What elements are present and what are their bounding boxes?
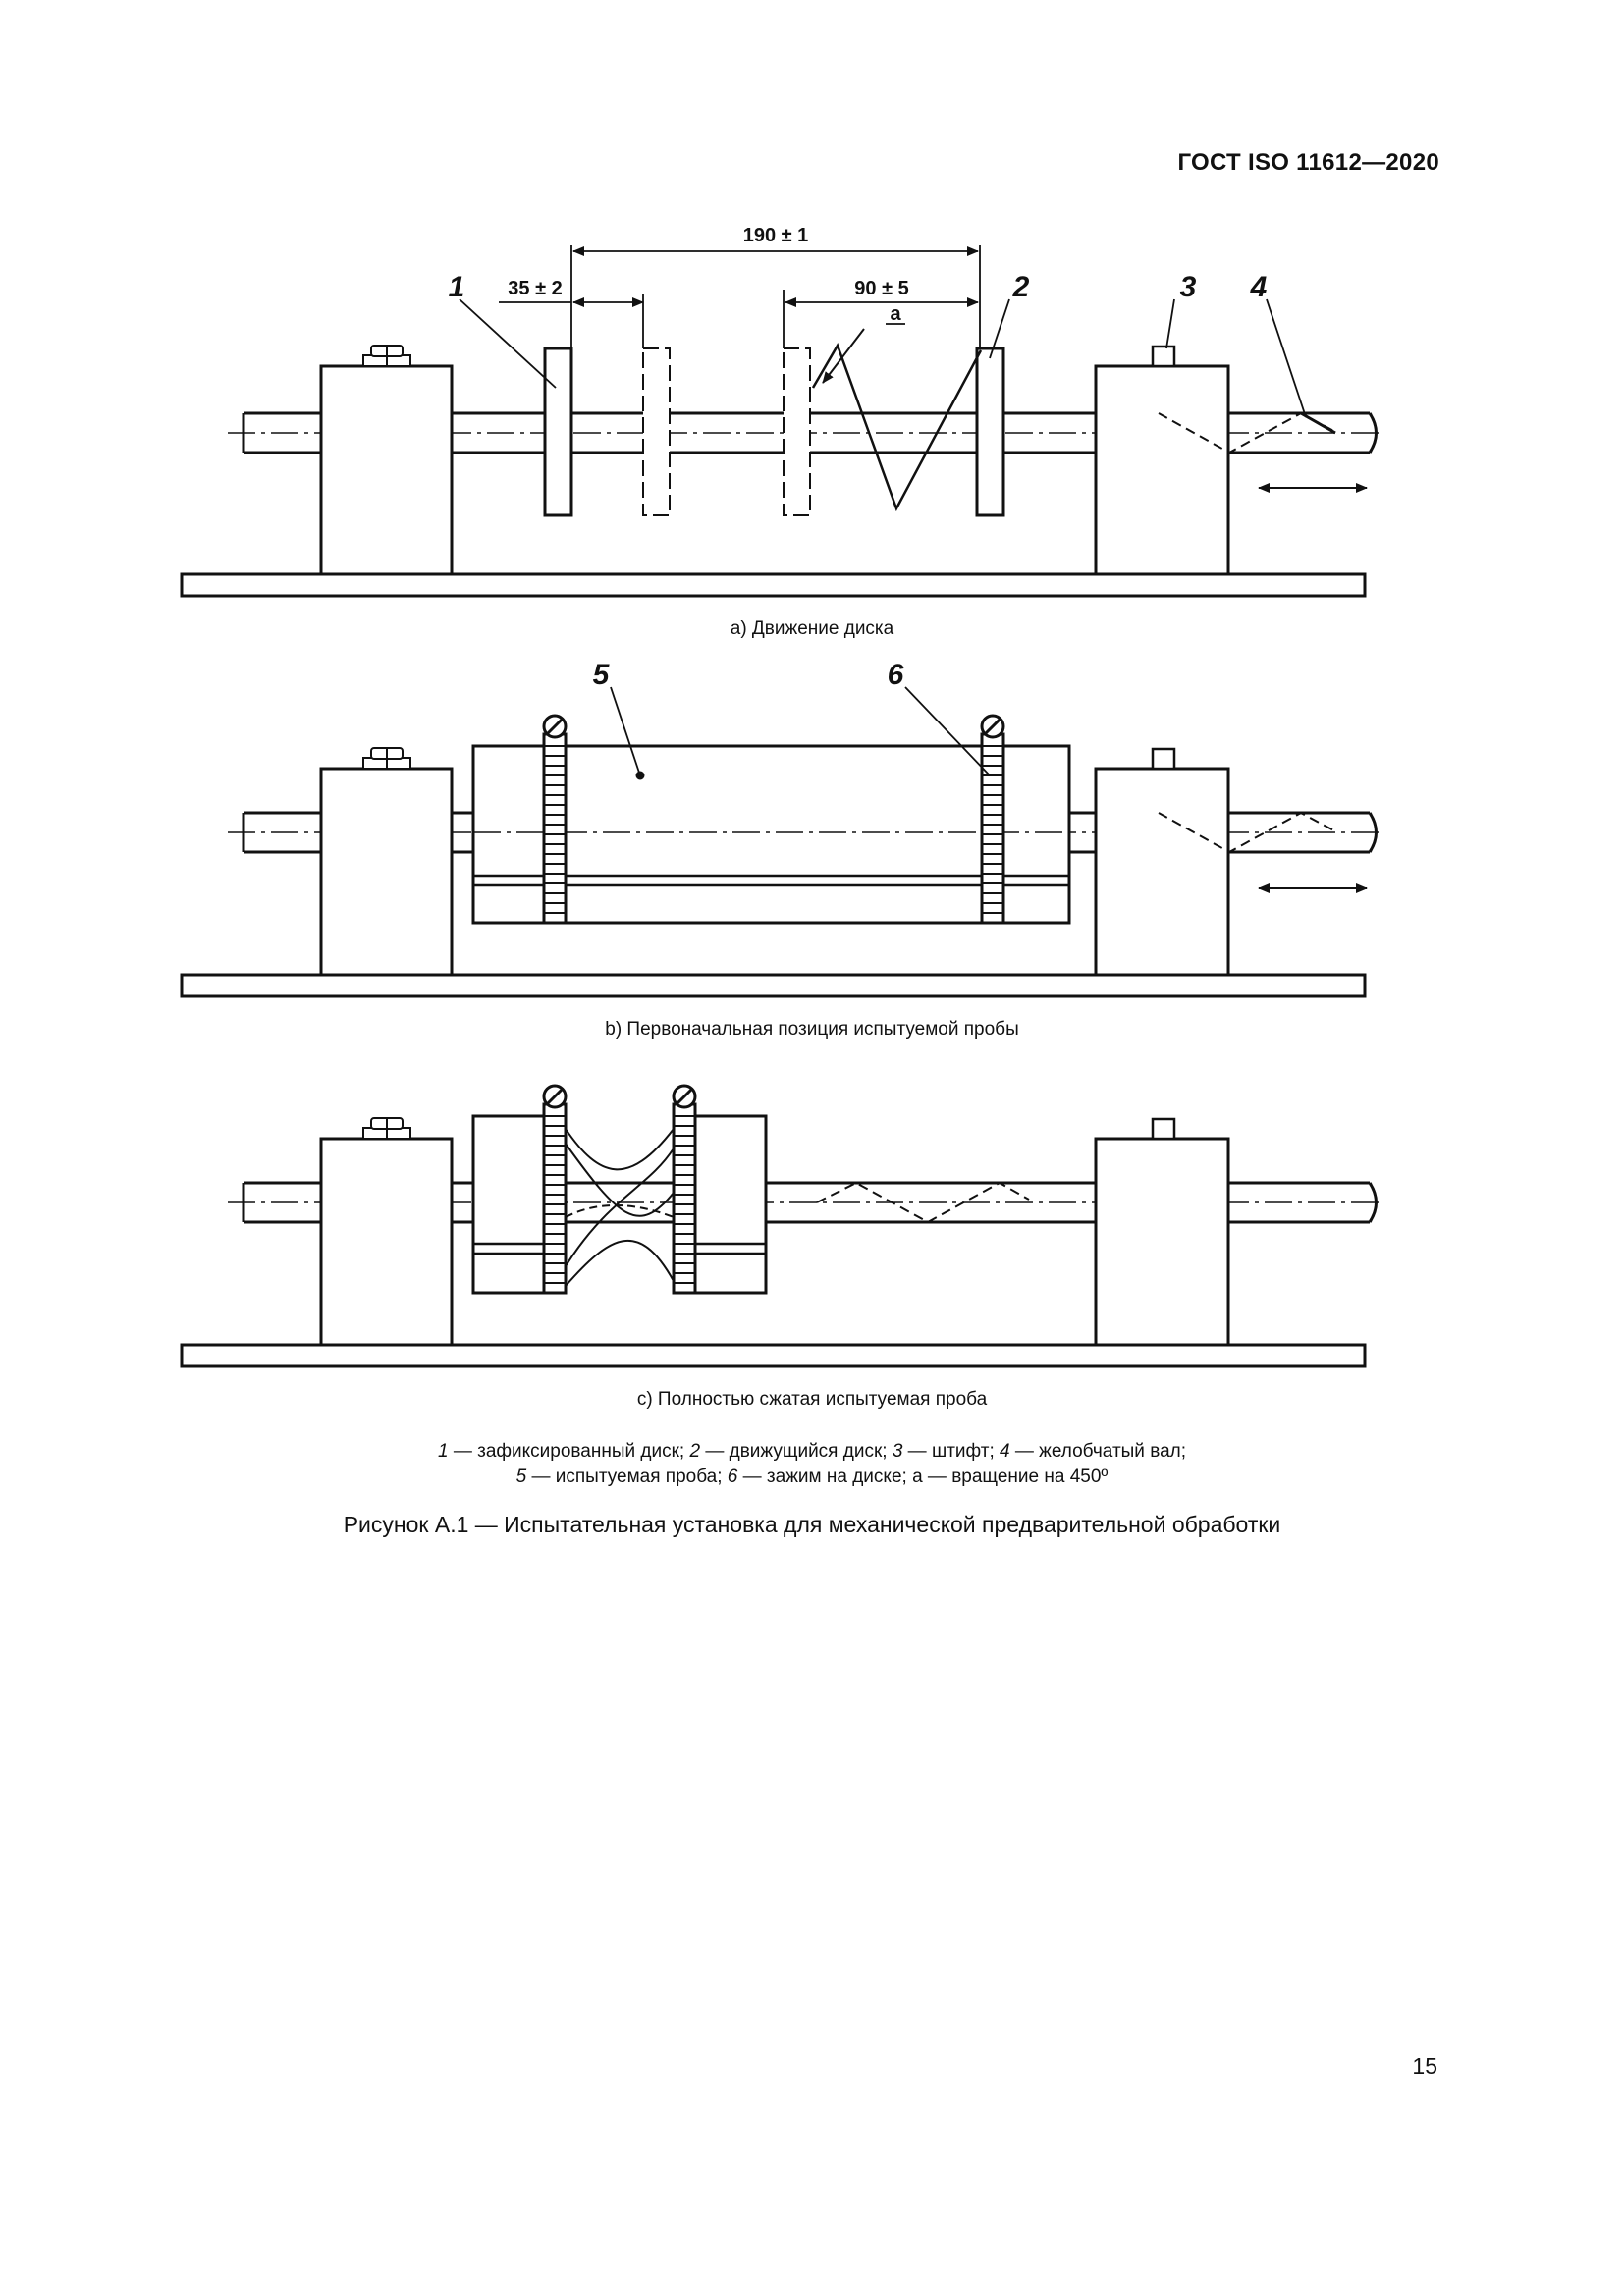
right-bearing-block xyxy=(1096,1139,1228,1345)
pin xyxy=(1153,749,1174,769)
label-5: 5 xyxy=(592,659,610,691)
note-a: a xyxy=(890,303,901,325)
caption-panel-a: a) Движение диска xyxy=(730,618,894,639)
left-bearing-block xyxy=(321,366,452,574)
label-4: 4 xyxy=(1250,271,1268,303)
panel-b-initial-position xyxy=(182,687,1384,996)
base-plate xyxy=(182,574,1365,596)
twisted-specimen xyxy=(566,1129,674,1286)
caption-panel-c: c) Полностью сжатая испытуемая проба xyxy=(636,1389,988,1410)
base-plate xyxy=(182,1345,1365,1366)
bolt-icon xyxy=(363,1118,410,1139)
panel-c-compressed xyxy=(182,1086,1384,1366)
disc-clamp-left xyxy=(544,1086,566,1293)
rotation-path xyxy=(813,346,981,508)
moving-disc xyxy=(977,348,1003,515)
left-bearing-block xyxy=(321,1139,452,1345)
bolt-icon xyxy=(363,346,410,366)
disc-position-dashed-1 xyxy=(643,348,670,515)
disc-clamp-right xyxy=(982,716,1003,923)
dim-90: 90 ± 5 xyxy=(854,278,909,299)
disc-clamp-left xyxy=(544,716,566,923)
pin xyxy=(1153,347,1174,366)
pin xyxy=(1153,1119,1174,1139)
fixed-disc xyxy=(545,348,571,515)
right-bearing-block xyxy=(1096,366,1228,574)
disc-position-dashed-2 xyxy=(784,348,810,515)
label-3: 3 xyxy=(1179,271,1197,303)
label-6: 6 xyxy=(887,659,904,691)
label-1: 1 xyxy=(448,271,465,303)
disc-clamp-right xyxy=(674,1086,695,1293)
legend-line-1: 1 — зафиксированный диск; 2 — движущийся диск; 3 — штифт; 4 — желобчатый вал; xyxy=(437,1441,1187,1462)
dim-190: 190 ± 1 xyxy=(742,225,809,246)
figure-title: Рисунок А.1 — Испытательная установка для механической предварительной обработки xyxy=(343,1512,1281,1537)
page-number: 15 xyxy=(1412,2054,1437,2079)
dim-35: 35 ± 2 xyxy=(508,278,563,299)
left-bearing-block xyxy=(321,769,452,975)
right-bearing-block xyxy=(1096,769,1228,975)
panel-a-disc-movement xyxy=(182,245,1384,596)
caption-panel-b: b) Первоначальная позиция испытуемой пробы xyxy=(605,1019,1019,1040)
figure-legend xyxy=(0,1439,1624,1490)
base-plate xyxy=(182,975,1365,996)
document-header: ГОСТ ISO 11612—2020 xyxy=(1177,149,1439,176)
label-2: 2 xyxy=(1012,271,1030,303)
legend-line-2: 5 — испытуемая проба; 6 — зажим на диске; a — вращение на 450º xyxy=(515,1467,1109,1487)
bolt-icon xyxy=(363,748,410,769)
